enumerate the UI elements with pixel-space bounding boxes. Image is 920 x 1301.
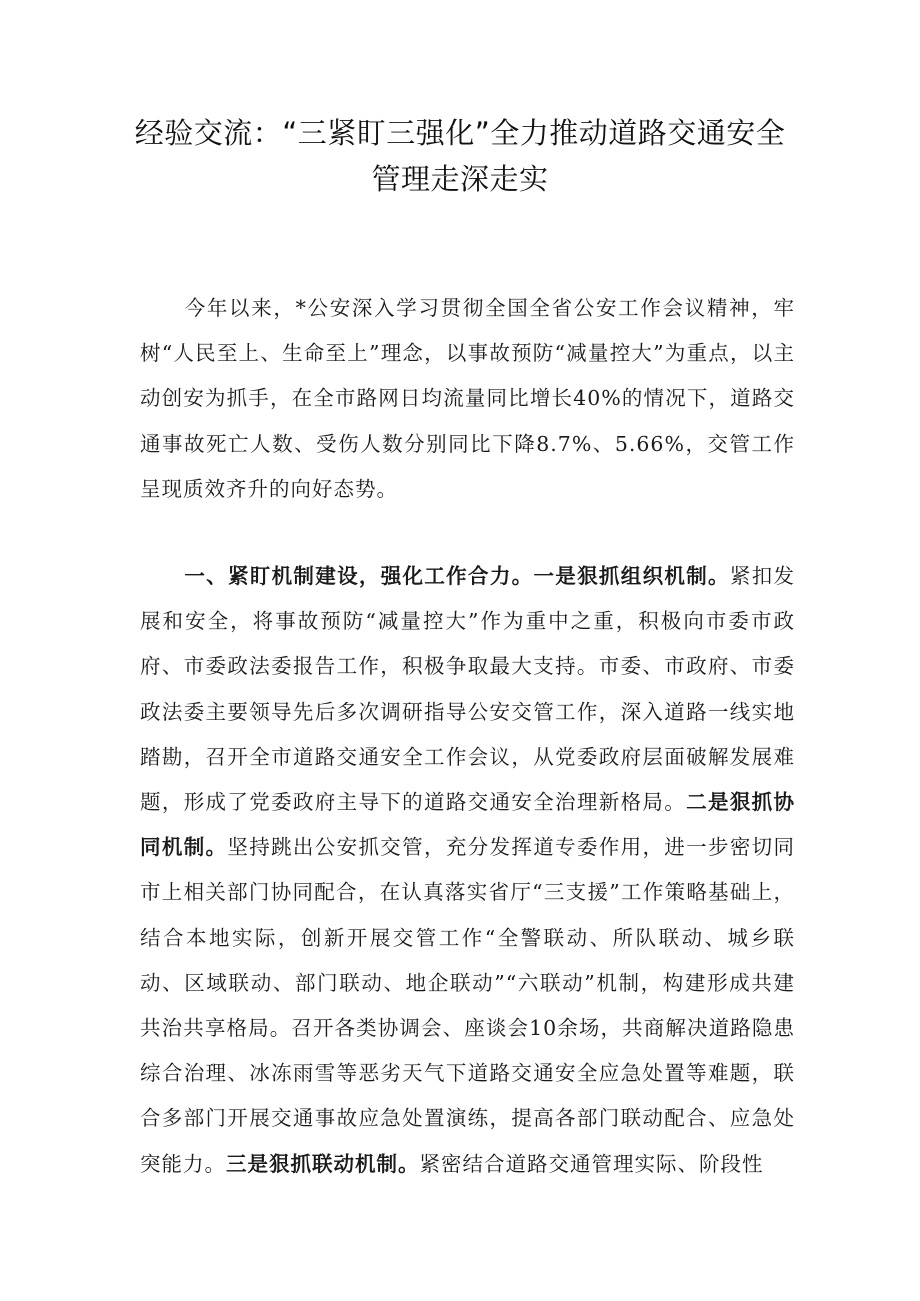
item-2-text: 坚持跳出公安抓交管，充分发挥道专委作用，进一步密切同市上相关部门协同配合，在认真落实省厅“三支援”工作策略基础上，结合本地实际，创新开展交管工作“全警联动、所队联动、城乡联动、区域联动、部门联动、地企联动”“六联动”机制，构建形成共建共治共享格局。召开各类协调会、座谈会10余场，共商解决道路隐患综合治理、冰冻雨雪等恶劣天气下道路交通安全应急处置等难题，联合多部门开展交通事故应急处置演练，提高各部门联动配合、应急处突能力。 [140,835,796,1176]
item-2-lead: 二是狠抓协同机制。 [140,790,796,860]
item-3-lead: 三是狠抓联动机制。 [226,1151,420,1176]
item-1-text: 紧扣发展和安全，将事故预防“减量控大”作为重中之重，积极向市委市政府、市委政法委报告工作，积极争取最大支持。市委、市政府、市委政法委主要领导先后多次调研指导公安交管工作，深入道路一线实地踏勘，召开全市道路交通安全工作会议，从党委政府层面破解发展难题，形成了党委政府主导下的道路交通安全治理新格局。 [140,564,796,815]
section-1-paragraph [140,554,795,1187]
item-3-text: 紧密结合道路交通管理实际、阶段性 [419,1151,764,1176]
document-title [90,110,830,202]
section-1-heading: 一、紧盯机制建设，强化工作合力。 [184,564,534,588]
intro-paragraph [140,286,795,512]
intro-text: 今年以来，*公安深入学习贯彻全国全省公安工作会议精神，牢树“人民至上、生命至上”理念，以事故预防“减量控大”为重点，以主动创安为抓手，在全市路网日均流量同比增长40%的情况下，道路交通事故死亡人数、受伤人数分别同比下降8.7%、5.66%，交管工作呈现质效齐升的向好态势。 [140,296,795,501]
title-line-1: 经验交流：“三紧盯三强化”全力推动道路交通安全 [134,116,786,150]
item-1-lead: 一是狠抓组织机制。 [533,564,730,588]
title-line-2: 管理走深走实 [371,162,549,196]
